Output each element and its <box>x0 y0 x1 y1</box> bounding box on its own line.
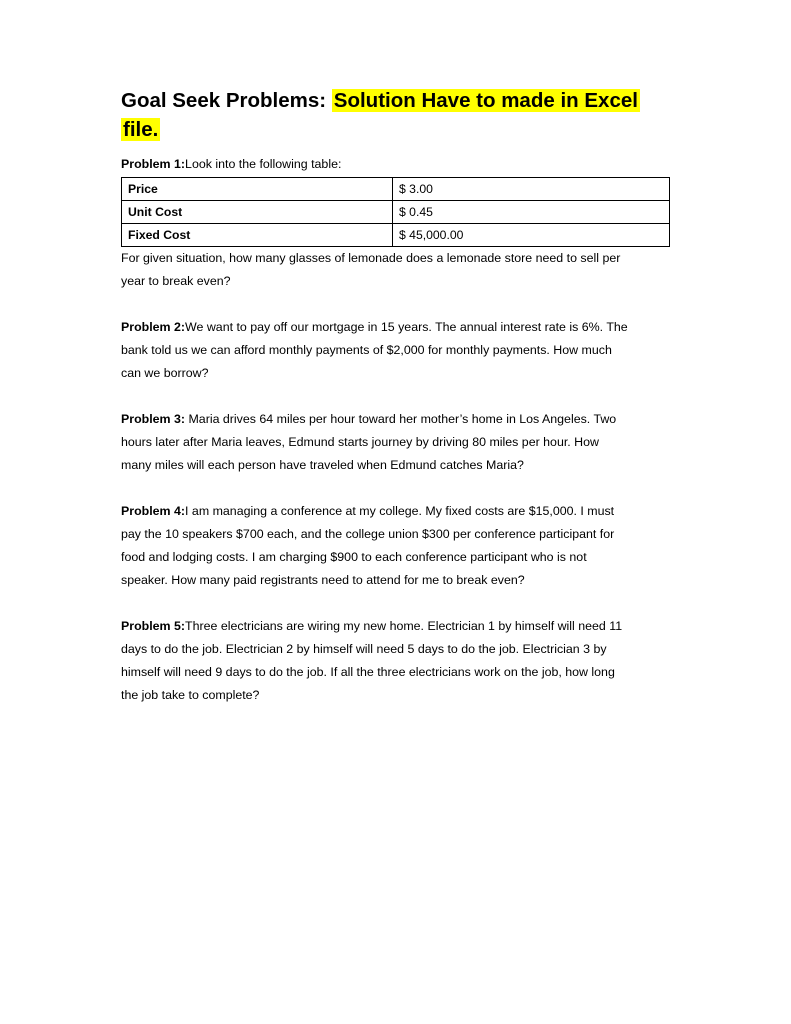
problem-2-label: Problem 2: <box>121 320 186 334</box>
problem-5: Problem 5:Three electricians are wiring my new home. Electrician 1 by himself will need 11 days to do the job. Electrician 2 by himself will need 5 days to do the job. Electrician 3 by himself will need 9 days to do the job. If all the three electricians work on the job, how long the job take to complete? <box>121 619 623 702</box>
table-cell-label: Price <box>122 178 393 201</box>
title-plain: Goal Seek Problems: <box>121 89 332 112</box>
page-title <box>121 86 671 144</box>
document-page <box>121 86 671 707</box>
problem-3: Problem 3: Maria drives 64 miles per hour toward her mother’s home in Los Angeles. Two hours later after Maria leaves, Edmund starts journey by driving 80 miles per hour. How many miles will each person have traveled when Edmund catches Maria? <box>121 412 617 472</box>
problem-5-label: Problem 5: <box>121 619 186 633</box>
cost-table <box>121 177 670 247</box>
title-highlight-1: Solution Have to made in Excel <box>333 89 638 112</box>
table-cell-label: Fixed Cost <box>122 224 393 247</box>
problem-4-label: Problem 4: <box>121 504 186 518</box>
table-cell-value: $ 45,000.00 <box>393 224 670 247</box>
title-highlight-2: file. <box>123 118 159 141</box>
table-cell-label: Unit Cost <box>122 201 393 224</box>
problem-3-label: Problem 3: <box>121 412 186 426</box>
table-row <box>122 201 670 224</box>
problem-1-intro: Problem 1:Look into the following table: <box>121 157 342 171</box>
table-cell-value: $ 3.00 <box>393 178 670 201</box>
table-cell-value: $ 0.45 <box>393 201 670 224</box>
problem-1 <box>121 153 671 293</box>
table-row <box>122 178 670 201</box>
table-row <box>122 224 670 247</box>
problem-2: Problem 2:We want to pay off our mortgage in 15 years. The annual interest rate is 6%. The bank told us we can afford monthly payments of $2,000 for monthly payments. How much can we borrow? <box>121 320 628 380</box>
problem-1-question: For given situation, how many glasses of lemonade does a lemonade store need to sell per year to break even? <box>121 251 621 288</box>
problem-4: Problem 4:I am managing a conference at my college. My fixed costs are $15,000. I must pay the 10 speakers $700 each, and the college union $300 per conference participant for food and lodging costs. I am charging $900 to each conference participant who is not speaker. How many paid registrants need to attend for me to break even? <box>121 504 615 587</box>
problem-1-label: Problem 1: <box>121 157 186 171</box>
